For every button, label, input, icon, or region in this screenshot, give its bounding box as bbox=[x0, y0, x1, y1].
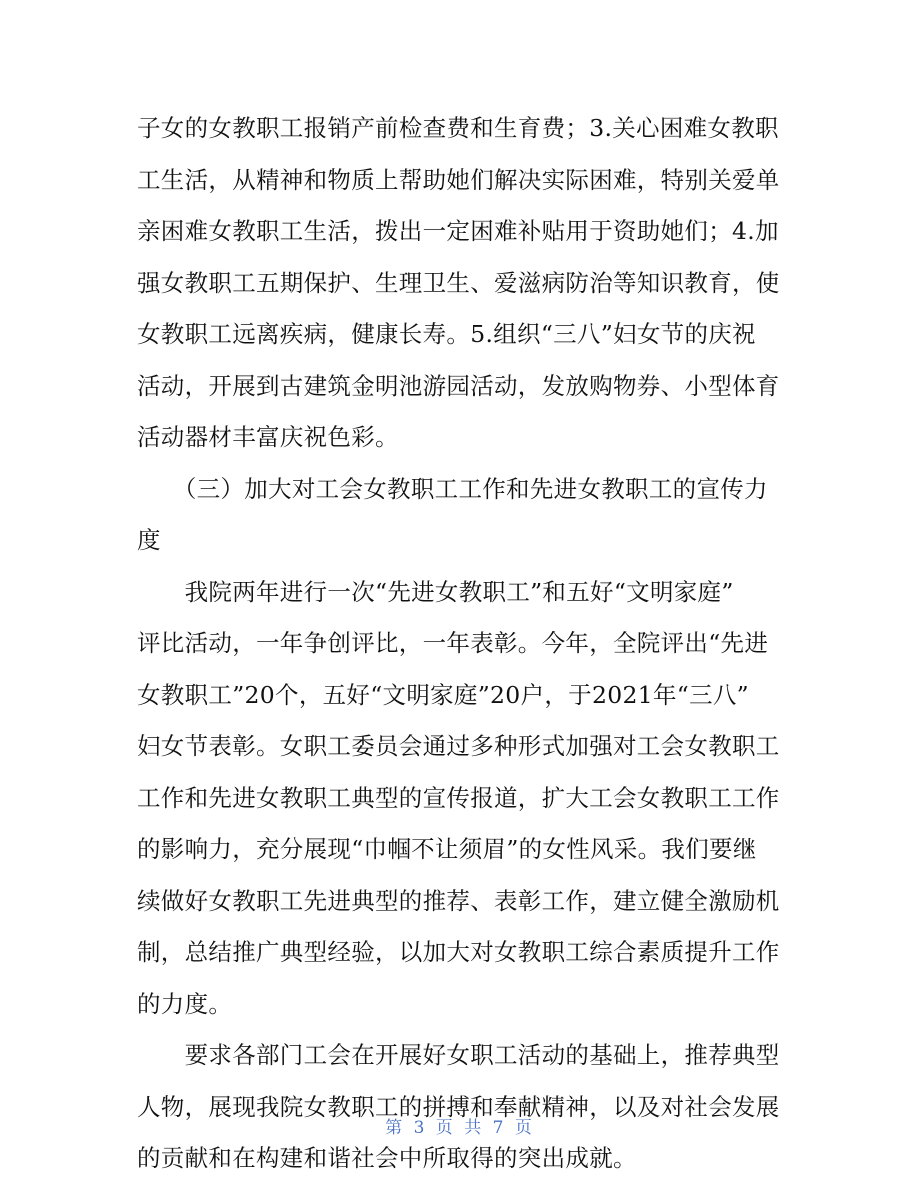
text-line: 续做好女教职工先进典型的推荐、表彰工作，建立健全激励机 bbox=[137, 886, 780, 915]
text-line: 亲困难女教职工生活，拨出一定困难补贴用于资助她们；4.加 bbox=[137, 217, 779, 245]
text-line: 工作和先进女教职工典型的宣传报道，扩大工会女教职工工作 bbox=[137, 783, 780, 812]
text-line: 的影响力，充分展现“巾帼不让须眉”的女性风采。我们要继 bbox=[137, 835, 757, 863]
text-line: 我院两年进行一次“先进女教职工”和五好“文明家庭” bbox=[137, 577, 734, 606]
text-line: 要求各部门工会在开展好女职工活动的基础上，推荐典型 bbox=[137, 1041, 780, 1069]
text-line: 人物，展现我院女教职工的拼搏和奉献精神，以及对社会发展 bbox=[137, 1092, 780, 1121]
section-heading-line: 度 bbox=[137, 526, 161, 554]
text-line: 评比活动，一年争创评比，一年表彰。今年，全院评出“先进 bbox=[137, 629, 769, 657]
document-body bbox=[137, 103, 787, 1185]
text-line: 活动，开展到古建筑金明池游园活动，发放购物券、小型体育 bbox=[137, 371, 780, 400]
text-line: 强女教职工五期保护、生理卫生、爱滋病防治等知识教育，使 bbox=[137, 268, 780, 297]
text-line: 子女的女教职工报销产前检查费和生育费；3.关心困难女教职 bbox=[137, 114, 779, 142]
text-line: 的力度。 bbox=[137, 989, 233, 1018]
text-line: 女教职工远离疾病，健康长寿。5.组织“三八”妇女节的庆祝 bbox=[137, 320, 756, 348]
text-line: 活动器材丰富庆祝色彩。 bbox=[137, 423, 399, 451]
text-line: 制，总结推广典型经验，以加大对女教职工综合素质提升工作 bbox=[137, 938, 780, 966]
text-line: 的贡献和在构建和谐社会中所取得的突出成就。 bbox=[137, 1144, 637, 1172]
text-line: 女教职工”20个，五好“文明家庭”20户，于2021年“三八” bbox=[137, 680, 749, 709]
section-heading-line: （三）加大对工会女教职工工作和先进女教职工的宣传力 bbox=[137, 474, 768, 503]
text-line: 妇女节表彰。女职工委员会通过多种形式加强对工会女教职工 bbox=[137, 732, 780, 760]
text-line: 工生活，从精神和物质上帮助她们解决实际困难，特别关爱单 bbox=[137, 165, 780, 194]
page-number-footer: 第 3 页 共 7 页 bbox=[385, 1118, 535, 1138]
